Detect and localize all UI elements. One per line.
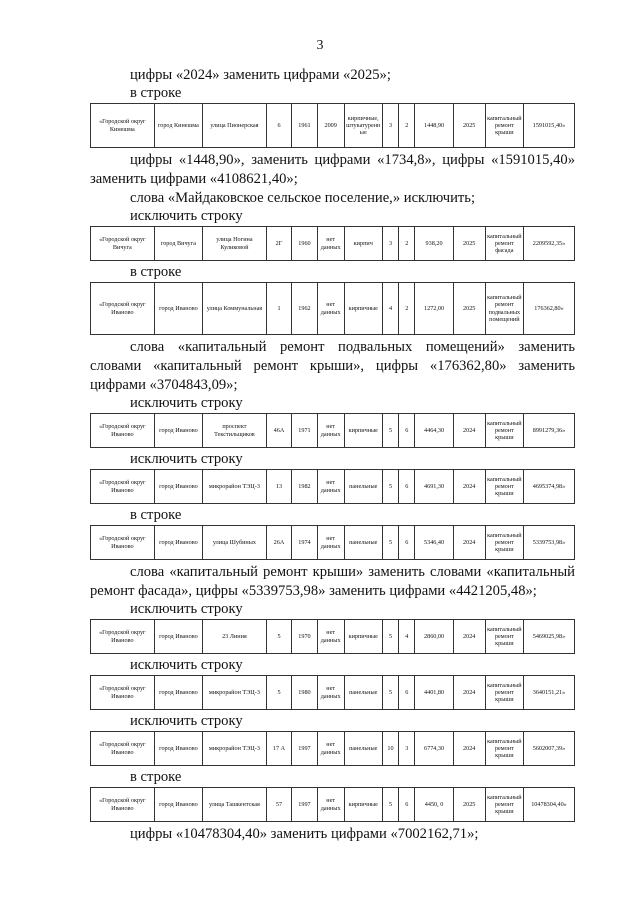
table-cell: город Кинешма [154, 104, 202, 148]
instruction-label: исключить строку [130, 451, 243, 467]
table-cell: капитальный ремонт фасада [485, 227, 523, 261]
instruction-label: в строке [130, 507, 182, 523]
table-cell: 6 [266, 104, 291, 148]
housing-table-row [90, 226, 575, 261]
table-cell: 2024 [453, 526, 485, 560]
table-cell: «Городской округ Иваново [91, 526, 155, 560]
table-row [91, 620, 575, 654]
table-cell: панельные [344, 732, 382, 766]
table-cell: 2025 [453, 283, 485, 335]
table-cell: микрорайон ТЭЦ-3 [203, 470, 267, 504]
table-cell: панельные [344, 526, 382, 560]
table-cell: 176362,80» [523, 283, 574, 335]
table-cell: 6774,30 [415, 732, 453, 766]
amendment-paragraph: цифры «10478304,40» заменить цифрами «7002162,71»; [130, 826, 479, 842]
table-cell: город Иваново [154, 470, 202, 504]
amendment-paragraph: слова «капитальный ремонт подвальных помещений» заменить словами «капитальный ремонт крыши», цифры «176362,80» заменить цифрами «3704843,09»; [90, 339, 575, 393]
table-cell: панельные [344, 470, 382, 504]
table-cell: капитальный ремонт крыши [485, 620, 523, 654]
table-row [91, 676, 575, 710]
table-cell: 5 [382, 620, 398, 654]
table-cell: город Вичуга [154, 227, 202, 261]
table-cell: 1974 [292, 526, 317, 560]
table-cell: 2024 [453, 676, 485, 710]
table-cell: 2025 [453, 104, 485, 148]
table-cell: 2 [399, 227, 415, 261]
table-cell: нет данных [317, 414, 344, 448]
amendment-paragraph: слова «капитальный ремонт крыши» заменить словами «капитальный ремонт фасада», цифры «5339753,98» заменить цифрами «4421205,48»; [90, 564, 575, 599]
table-cell: капитальный ремонт крыши [485, 414, 523, 448]
table-cell: город Иваново [154, 526, 202, 560]
table-cell: 1591015,40» [523, 104, 574, 148]
table-cell: микрорайон ТЭЦ-3 [203, 732, 267, 766]
table-cell: 1 [266, 283, 291, 335]
table-cell: 8991279,36» [523, 414, 574, 448]
table-cell: «Городской округ Иваново [91, 788, 155, 822]
instruction-label: исключить строку [130, 657, 243, 673]
page-number: 3 [316, 38, 324, 53]
table-cell: нет данных [317, 676, 344, 710]
housing-table-row [90, 787, 575, 822]
table-cell: 5 [266, 676, 291, 710]
table-cell: 3 [399, 732, 415, 766]
table-cell: город Иваново [154, 414, 202, 448]
housing-table-row [90, 731, 575, 766]
table-row [91, 227, 575, 261]
table-cell: 46А [266, 414, 291, 448]
housing-table-row [90, 675, 575, 710]
table-cell: 13 [266, 470, 291, 504]
housing-table-row [90, 469, 575, 504]
table-cell: 6 [399, 788, 415, 822]
table-cell: 1997 [292, 788, 317, 822]
table-cell: улица Шубиных [203, 526, 267, 560]
table-row [91, 470, 575, 504]
document-body [90, 66, 575, 844]
amendment-paragraph: слова «Майдаковское сельское поселение,» исключить; [130, 190, 476, 206]
table-cell: 5 [382, 414, 398, 448]
table-cell: 2025 [453, 788, 485, 822]
table-cell: 1962 [292, 283, 317, 335]
table-cell: «Городской округ Иваново [91, 283, 155, 335]
table-cell: 3 [382, 104, 398, 148]
table-cell: 2024 [453, 414, 485, 448]
table-cell: 5469025,98» [523, 620, 574, 654]
table-cell: 4450, 0 [415, 788, 453, 822]
housing-table-row [90, 103, 575, 148]
table-cell: капитальный ремонт крыши [485, 788, 523, 822]
table-cell: кирпичные [344, 620, 382, 654]
table-row [91, 283, 575, 335]
table-cell: микрорайон ТЭЦ-3 [203, 676, 267, 710]
table-cell: 5 [382, 470, 398, 504]
table-row [91, 788, 575, 822]
table-cell: 5 [382, 526, 398, 560]
table-cell: 4401,80 [415, 676, 453, 710]
table-cell: город Иваново [154, 676, 202, 710]
table-cell: 1971 [292, 414, 317, 448]
table-cell: 1961 [292, 104, 317, 148]
table-cell: «Городской округ Иваново [91, 732, 155, 766]
table-cell: 1997 [292, 732, 317, 766]
table-cell: 2 [399, 283, 415, 335]
table-cell: 4691,30 [415, 470, 453, 504]
table-cell: 1970 [292, 620, 317, 654]
table-cell: 1272,00 [415, 283, 453, 335]
table-cell: 5346,40 [415, 526, 453, 560]
table-cell: 4 [399, 620, 415, 654]
table-cell: 2 [399, 104, 415, 148]
table-cell: «Городской округ Кинешма [91, 104, 155, 148]
table-cell: 2024 [453, 620, 485, 654]
table-cell: нет данных [317, 283, 344, 335]
table-cell: 2024 [453, 732, 485, 766]
table-cell: 2024 [453, 470, 485, 504]
table-cell: 1980 [292, 676, 317, 710]
table-cell: город Иваново [154, 732, 202, 766]
instruction-label: исключить строку [130, 601, 243, 617]
table-cell: нет данных [317, 620, 344, 654]
table-cell: панельные [344, 676, 382, 710]
table-cell: 3 [382, 227, 398, 261]
amendment-paragraph: цифры «1448,90», заменить цифрами «1734,8», цифры «1591015,40» заменить цифрами «4108621,40»; [90, 152, 575, 187]
table-cell: кирпичные [344, 788, 382, 822]
table-cell: 5 [382, 676, 398, 710]
instruction-label: в строке [130, 264, 182, 280]
table-cell: 5602007,39» [523, 732, 574, 766]
table-cell: город Иваново [154, 283, 202, 335]
table-cell: нет данных [317, 526, 344, 560]
housing-table-row [90, 282, 575, 335]
instruction-label: исключить строку [130, 208, 243, 224]
instruction-label: исключить строку [130, 395, 243, 411]
table-cell: улица Ташкентская [203, 788, 267, 822]
table-cell: 1982 [292, 470, 317, 504]
table-cell: проспект Текстильщиков [203, 414, 267, 448]
housing-table-row [90, 413, 575, 448]
table-cell: кирпичные [344, 414, 382, 448]
table-cell: 2Г [266, 227, 291, 261]
table-row [91, 732, 575, 766]
table-cell: 6 [399, 676, 415, 710]
table-cell: «Городской округ Иваново [91, 676, 155, 710]
table-cell: улица Ногина Куликовой [203, 227, 267, 261]
table-cell: город Иваново [154, 788, 202, 822]
table-row [91, 526, 575, 560]
table-cell: капитальный ремонт крыши [485, 732, 523, 766]
table-cell: 4464,30 [415, 414, 453, 448]
table-cell: «Городской округ Иваново [91, 470, 155, 504]
table-cell: капитальный ремонт крыши [485, 104, 523, 148]
housing-table-row [90, 619, 575, 654]
table-cell: 4695374,98» [523, 470, 574, 504]
table-cell: 2025 [453, 227, 485, 261]
table-cell: 5 [382, 788, 398, 822]
table-cell: 938,20 [415, 227, 453, 261]
table-cell: кирпичные [344, 283, 382, 335]
table-cell: кирпичные, штукатуренные [344, 104, 382, 148]
table-cell: «Городской округ Иваново [91, 620, 155, 654]
table-cell: 2860,00 [415, 620, 453, 654]
table-cell: капитальный ремонт крыши [485, 470, 523, 504]
table-cell: нет данных [317, 470, 344, 504]
table-cell: 10 [382, 732, 398, 766]
table-cell: 6 [399, 526, 415, 560]
table-cell: 2009 [317, 104, 344, 148]
table-cell: капитальный ремонт крыши [485, 526, 523, 560]
table-cell: 10478304,40» [523, 788, 574, 822]
table-cell: 1960 [292, 227, 317, 261]
instruction-label: исключить строку [130, 713, 243, 729]
table-cell: 5 [266, 620, 291, 654]
instruction-label: в строке [130, 85, 182, 101]
table-cell: нет данных [317, 788, 344, 822]
table-cell: 26А [266, 526, 291, 560]
amendment-paragraph: цифры «2024» заменить цифрами «2025»; [130, 67, 391, 83]
table-cell: 1448,90 [415, 104, 453, 148]
instruction-label: в строке [130, 769, 182, 785]
table-cell: нет данных [317, 732, 344, 766]
table-cell: город Иваново [154, 620, 202, 654]
table-cell: 57 [266, 788, 291, 822]
table-cell: капитальный ремонт подвальных помещений [485, 283, 523, 335]
table-cell: 2209592,35» [523, 227, 574, 261]
table-cell: кирпич [344, 227, 382, 261]
table-cell: 4 [382, 283, 398, 335]
table-cell: нет данных [317, 227, 344, 261]
table-row [91, 414, 575, 448]
table-row [91, 104, 575, 148]
housing-table-row [90, 525, 575, 560]
table-cell: 6 [399, 414, 415, 448]
table-cell: 17 А [266, 732, 291, 766]
table-cell: 3640151,21» [523, 676, 574, 710]
table-cell: капитальный ремонт крыши [485, 676, 523, 710]
table-cell: улица Пионерская [203, 104, 267, 148]
table-cell: «Городской округ Вичуга [91, 227, 155, 261]
table-cell: 23 Линия [203, 620, 267, 654]
table-cell: улица Коммунальная [203, 283, 267, 335]
table-cell: 6 [399, 470, 415, 504]
table-cell: 5339753,98» [523, 526, 574, 560]
table-cell: «Городской округ Иваново [91, 414, 155, 448]
